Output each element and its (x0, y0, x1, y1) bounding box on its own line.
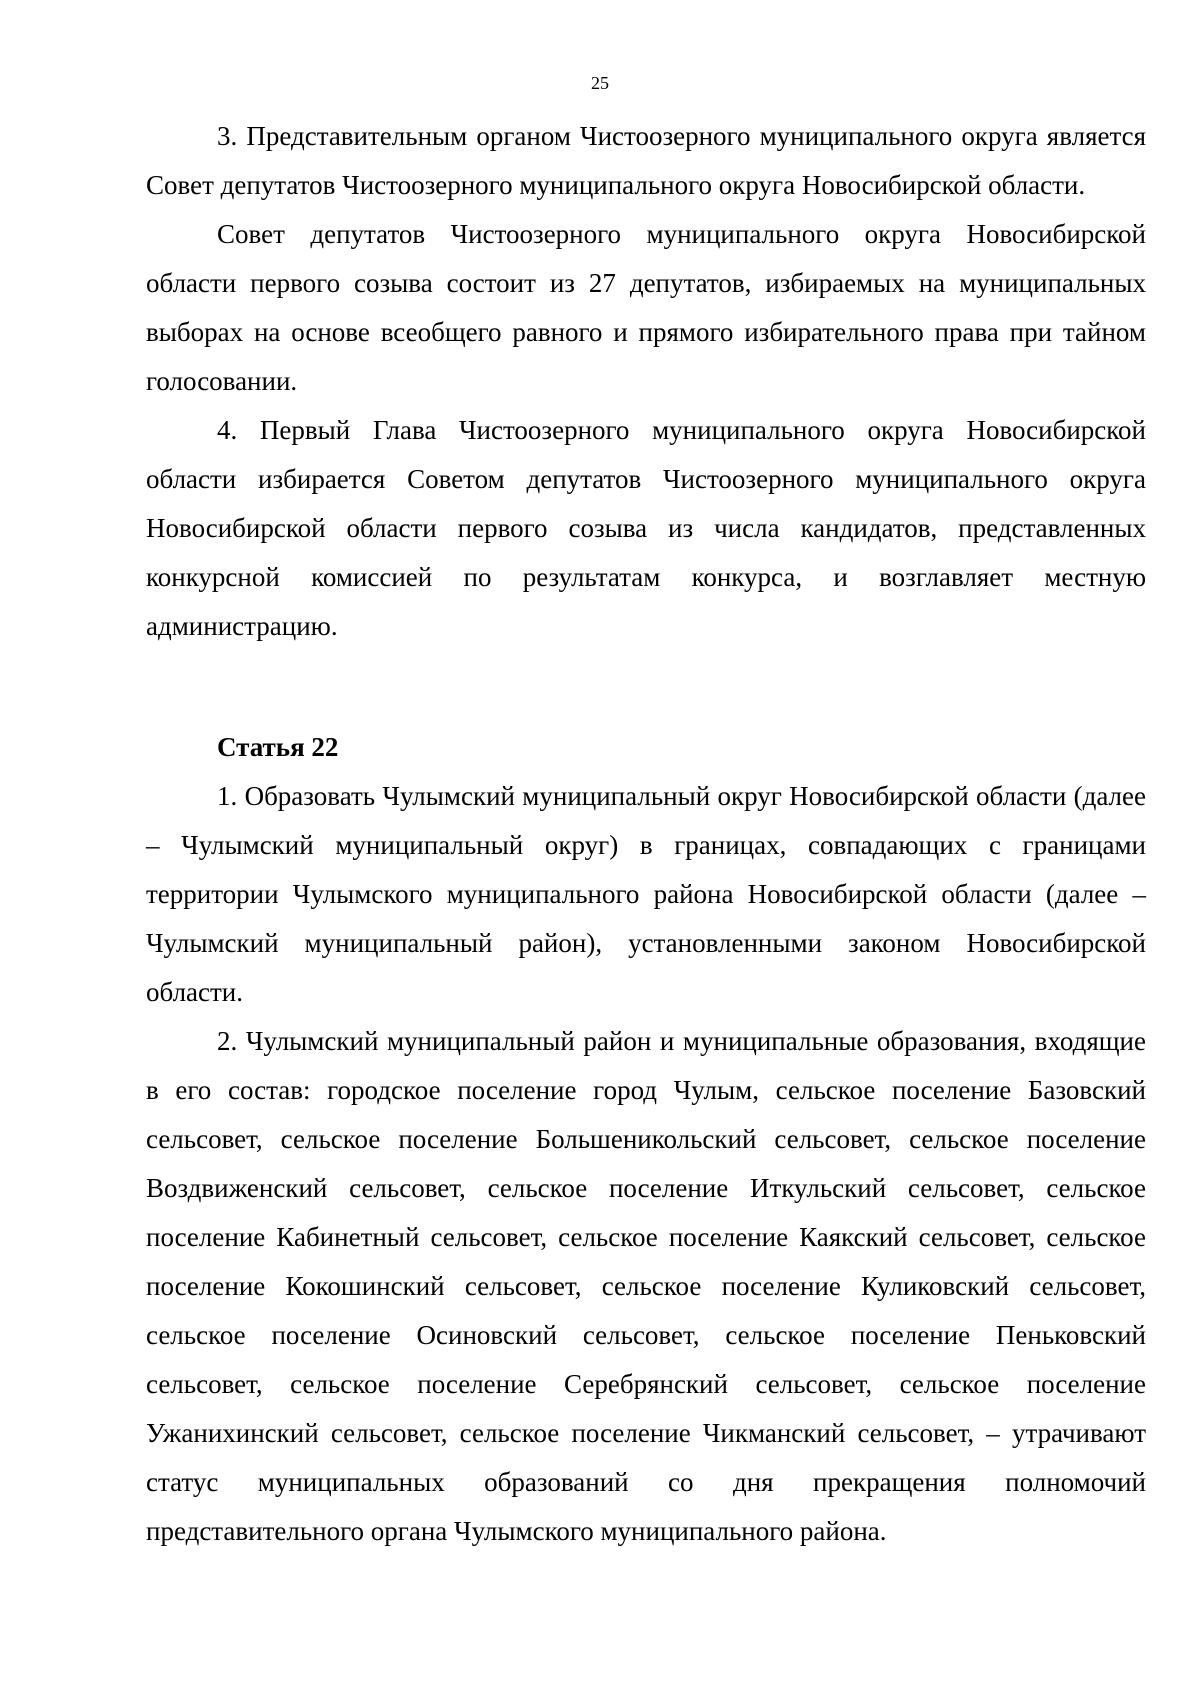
page-number: 25 (591, 73, 609, 93)
paragraph-article-1: 1. Образовать Чулымский муниципальный округ Новосибирской области (далее – Чулымский муниципальный округ) в границах, совпадающих с границами территории Чулымского муниципального района Новосибирской области (далее – Чулымский муниципальный район), установленными законом Новосибирской области. (146, 781, 1146, 1007)
document-body (146, 112, 1146, 1556)
paragraph-4-first-head: 4. Первый Глава Чистоозерного муниципального округа Новосибирской области избирается Советом депутатов Чистоозерного муниципального округа Новосибирской области первого созыва из числа кандидатов, представленных конкурсной комиссией по результатам конкурса, и возглавляет местную администрацию. (146, 415, 1146, 641)
article-heading: Статья 22 (217, 732, 339, 762)
paragraph-article-2: 2. Чулымский муниципальный район и муниципальные образования, входящие в его состав: городское поселение город Чулым, сельское поселение Базовский сельсовет, сельское поселение Большеникольский сельсовет, сельское поселение Воздвиженский сельсовет, сельское поселение Иткульский сельсовет, сельское поселение Кабинетный сельсовет, сельское поселение Каякский сельсовет, сельское поселение Кокошинский сельсовет, сельское поселение Куликовский сельсовет, сельское поселение Осиновский сельсовет, сельское поселение Пеньковский сельсовет, сельское поселение Серебрянский сельсовет, сельское поселение Ужанихинский сельсовет, сельское поселение Чикманский сельсовет, – утрачивают статус муниципальных образований со дня прекращения полномочий представительного органа Чулымского муниципального района. (146, 1026, 1146, 1546)
paragraph-3-representative-body: 3. Представительным органом Чистоозерного муниципального округа является Совет депутатов Чистоозерного муниципального округа Новосибирской области. (146, 121, 1146, 200)
paragraph-council-composition: Совет депутатов Чистоозерного муниципального округа Новосибирской области первого созыва состоит из 27 депутатов, избираемых на муниципальных выборах на основе всеобщего равного и прямого избирательного права при тайном голосовании. (146, 219, 1146, 396)
